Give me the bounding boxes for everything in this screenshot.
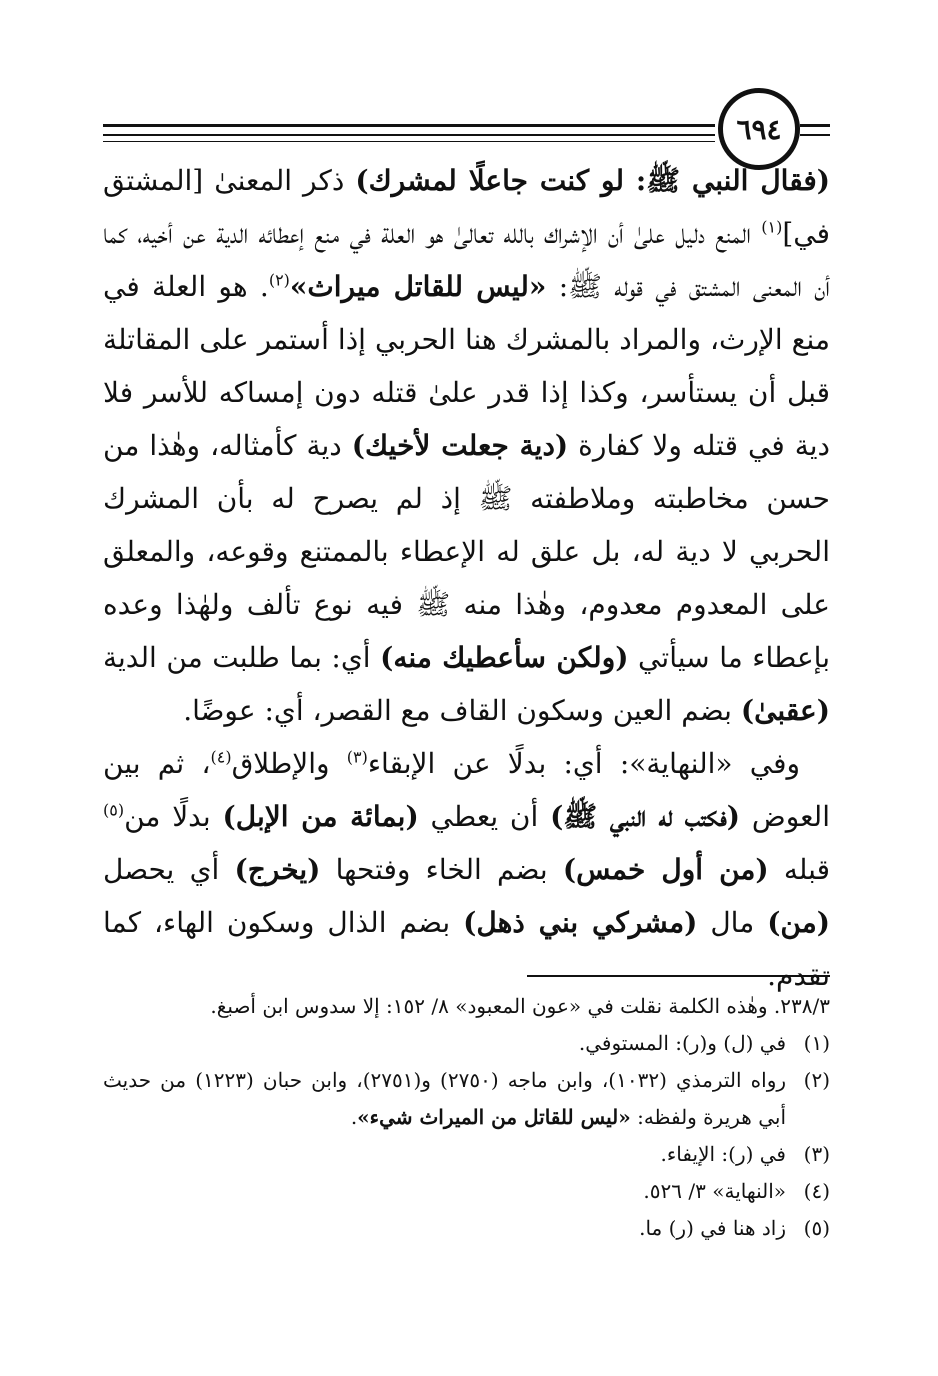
footnote-list: [103, 1025, 830, 1247]
footnote: [103, 1210, 830, 1247]
footnote-text: [103, 1136, 786, 1173]
text-run: بضم الخاء وفتحها: [320, 853, 563, 886]
text-run: بدلًا من: [124, 800, 223, 833]
text-run: ذكر المعنىٰ [المشتق في]: [103, 164, 830, 250]
emphasis-text: (فكتب له النبي ﷺ): [550, 800, 741, 833]
text-run: رواه الترمذي (١٠٣٢)، وابن ماجه (٢٧٥٠) و(٢٧٥١)، وابن حبان (١٢٢٣) من حديث أبي هريرة ولفظه:: [103, 1068, 787, 1129]
text-run: زاد هنا في (ر) ما.: [639, 1216, 786, 1240]
text-run: بضم الذال وسكون الهاء، كما تقدم.: [103, 906, 830, 992]
text-run: أي يحصل: [103, 853, 235, 886]
footnote-text: [103, 1210, 786, 1247]
footnote-ref: (١): [761, 217, 783, 237]
main-text: [103, 154, 830, 1002]
text-run: والإطلاق: [231, 747, 347, 780]
emphasis-text: «ليس للقاتل ميراث»: [289, 270, 547, 303]
footnote: [103, 1173, 830, 1210]
footnote-number: (٤): [803, 1179, 830, 1203]
header-rule: [103, 124, 715, 127]
text-run: المنع دليل علىٰ أن الإشراك بالله تعالىٰ هو العلة في منع إعطائه الدية عن أخيه، كما أن المعنى المشتق في قوله ﷺ:: [103, 217, 831, 303]
footnote-carryover: ٢٣٨/٣. وهٰذه الكلمة نقلت في «عون المعبود» ٨/ ١٥٢: إلا سدوس ابن أصبغ.: [210, 994, 830, 1018]
emphasis-text: (فقال النبي ﷺ: لو كنت جاعلًا لمشرك): [355, 164, 830, 197]
header-rule: [103, 134, 715, 136]
emphasis-text: «ليس للقاتل من الميراث شيء»: [357, 1105, 631, 1129]
footnote-text: [103, 1062, 786, 1136]
emphasis-text: (يخرج): [234, 853, 321, 886]
header-rule-right: [800, 134, 830, 136]
text-run: قبله: [768, 853, 830, 886]
footnote: [103, 1136, 830, 1173]
footnote: [103, 1025, 830, 1062]
text-run: في (ر): الإيفاء.: [660, 1142, 786, 1166]
footnote-ref: (٣): [346, 747, 368, 767]
page-number: ٦٩٤: [718, 88, 800, 170]
header-rule-right: [800, 124, 830, 127]
footnote-number: (٢): [803, 1068, 830, 1092]
emphasis-text: (من): [767, 906, 830, 939]
text-run: «النهاية» ٣/ ٥٢٦.: [643, 1179, 786, 1203]
footnotes: [103, 988, 830, 1247]
text-run: وفي «النهاية»: أي: بدلًا عن الإبقاء: [367, 747, 800, 780]
footnote-ref: (٤): [210, 747, 232, 767]
paragraph-1: [103, 154, 830, 737]
text-run: أن يعطي: [418, 800, 551, 833]
footnote-text: [103, 1025, 786, 1062]
footnote-ref: (٢): [268, 270, 290, 290]
text-run: .: [350, 1105, 358, 1129]
text-run: في (ل) و(ر): المستوفي.: [578, 1031, 786, 1055]
text-run: بضم العين وسكون القاف مع القصر، أي: عوضًا.: [183, 694, 741, 727]
footnote-text: [103, 1173, 786, 1210]
text-run: دية كأمثاله، وهٰذا من حسن مخاطبته وملاطفته ﷺ إذ لم يصرح له بأن المشرك الحربي لا دية له، بل علق له الإعطاء بالممتنع وقوعه، والمعلق على المعدوم معدوم، وهٰذا منه ﷺ فيه نوع تألف ولهٰذا وعده بإعطاء ما سيأتي: [103, 429, 831, 674]
emphasis-text: (من أول خمس): [562, 853, 769, 886]
header-rule: [103, 141, 715, 142]
footnote-number: (٥): [803, 1216, 830, 1240]
text-run: مال: [697, 906, 768, 939]
footnote-number: (١): [803, 1031, 830, 1055]
text-run: أي: بما طلبت من الدية: [103, 641, 381, 674]
footnote-number: (٣): [803, 1142, 830, 1166]
text-run: . هو العلة في منع الإرث، والمراد بالمشرك هنا الحربي إذا أستمر على المقاتلة قبل أن يستأسر، وكذا إذا قدر علىٰ قتله دون إمساكه للأسر فلا دية في قتله ولا كفارة: [103, 270, 830, 462]
emphasis-text: (دية جعلت لأخيك): [351, 429, 569, 462]
emphasis-text: (مشركي بني ذهل): [463, 906, 698, 939]
footnote: [103, 1062, 830, 1136]
paragraph-2: [103, 737, 830, 1002]
emphasis-text: (عقبىٰ): [740, 694, 830, 727]
emphasis-text: (ولكن سأعطيك منه): [380, 641, 629, 674]
text-run: ، ثم بين العوض: [103, 747, 830, 833]
emphasis-text: (بمائة من الإبل): [222, 800, 419, 833]
footnote-ref: (٥): [103, 800, 125, 820]
footnote-separator: [527, 975, 830, 977]
